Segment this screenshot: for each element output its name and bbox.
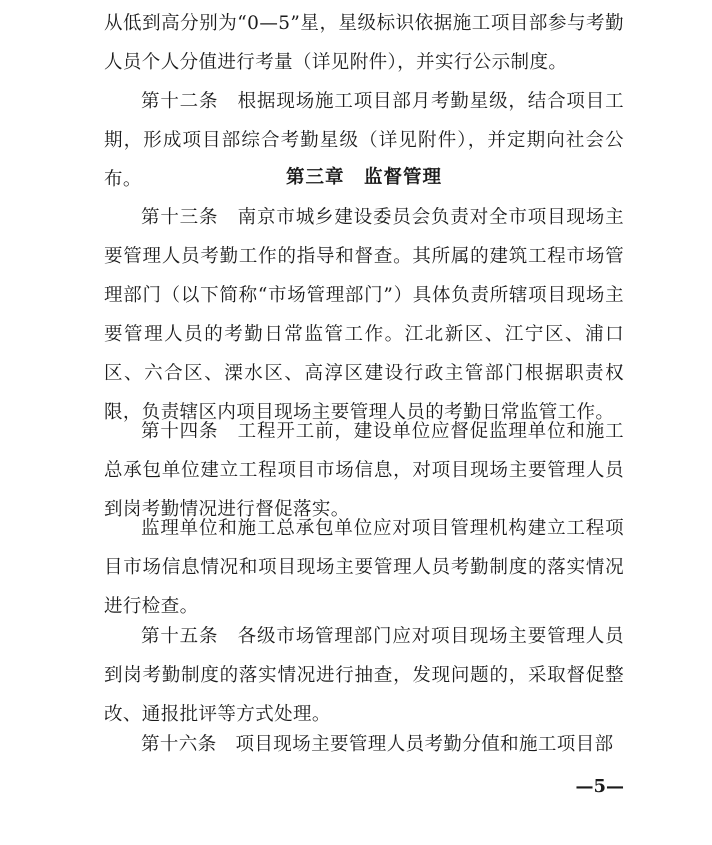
paragraph-article-13: 第十三条 南京市城乡建设委员会负责对全市项目现场主要管理人员考勤工作的指导和督查。其所属的建筑工程市场管理部门（以下简称“市场管理部门”）具体负责所辖项目现场主要管理人员的考勤日常监管工作。江北新区、江宁区、浦口区、六合区、溧水区、高淳区建设行政主管部门根据职责权限，负责辖区内项目现场主要管理人员的考勤日常监管工作。 xyxy=(104,207,624,423)
paragraph-supervision-check: 监理单位和施工总承包单位应对项目管理机构建立工程项目市场信息情况和项目现场主要管理人员考勤制度的落实情况进行检查。 xyxy=(104,518,624,617)
paragraph-article-14: 第十四条 工程开工前，建设单位应督促监理单位和施工总承包单位建立工程项目市场信息，对项目现场主要管理人员到岗考勤情况进行督促落实。 xyxy=(104,421,624,520)
page-number: —5— xyxy=(575,776,624,797)
paragraph-star-rating-continuation: 从低到高分别为“0—5”星，星级标识依据施工项目部参与考勤人员个人分值进行考量（详见附件），并实行公示制度。 xyxy=(104,13,624,73)
chapter-title: 第三章 监督管理 xyxy=(285,167,442,188)
paragraph-article-16: 第十六条 项目现场主要管理人员考勤分值和施工项目部 xyxy=(141,734,614,755)
paragraph-article-12: 第十二条 根据现场施工项目部月考勤星级，结合项目工期，形成项目部综合考勤星级（详见附件），并定期向社会公布。 xyxy=(104,91,624,190)
paragraph-article-15: 第十五条 各级市场管理部门应对项目现场主要管理人员到岗考勤制度的落实情况进行抽查，发现问题的，采取督促整改、通报批评等方式处理。 xyxy=(104,626,624,725)
